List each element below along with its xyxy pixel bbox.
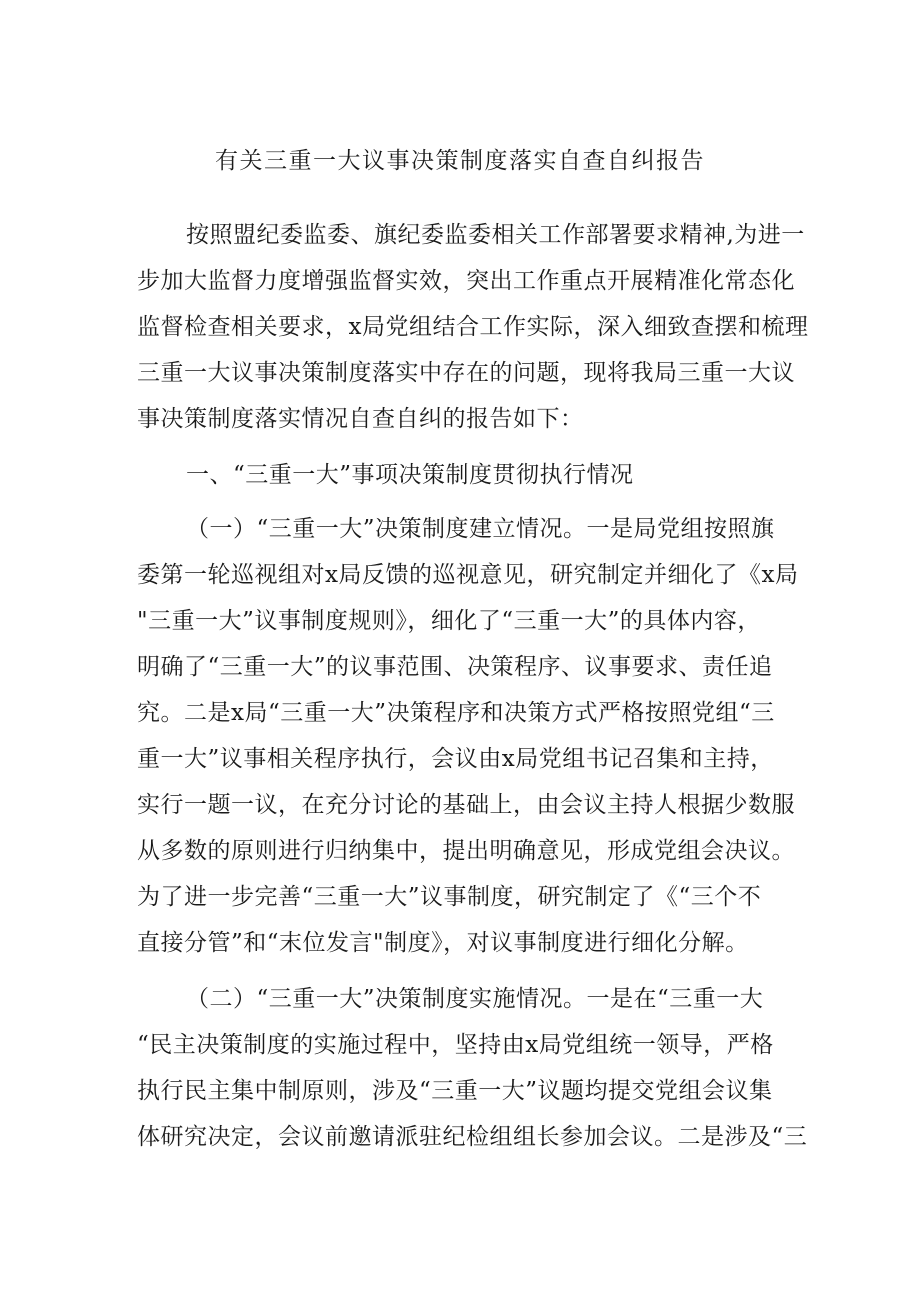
sub2-line-2: “民主决策制度的实施过程中，坚持由x局党组统一领导，严格 xyxy=(137,1032,774,1058)
sub1-line-3: "三重一大”议事制度规则》，细化了“三重一大”的具体内容， xyxy=(137,608,761,634)
sub1-line-6: 重一大”议事相关程序执行，会议由x局党组书记召集和主持， xyxy=(137,746,774,772)
intro-line-1: 按照盟纪委监委、旗纪委监委相关工作部署要求精神,为进一 xyxy=(186,222,805,248)
sub1-line-9: 为了进一步完善“三重一大”议事制度，研究制定了《“三个不 xyxy=(137,884,762,910)
sub1-line-4: 明确了“三重一大”的议事范围、决策程序、议事要求、责任追 xyxy=(137,654,773,680)
sub1-line-2: 委第一轮巡视组对x局反馈的巡视意见，研究制定并细化了《x局 xyxy=(137,562,799,588)
sub1-line-10: 直接分管”和“末位发言"制度》，对议事制度进行细化分解。 xyxy=(137,930,749,956)
sub1-line-7: 实行一题一议，在充分讨论的基础上，由会议主持人根据少数服 xyxy=(137,792,795,818)
document-title: 有关三重一大议事决策制度落实自查自纠报告 xyxy=(215,148,705,174)
sub2-line-1: （二）“三重一大”决策制度实施情况。一是在“三重一大 xyxy=(186,986,764,1012)
sub1-line-8: 从多数的原则进行归纳集中，提出明确意见，形成党组会决议。 xyxy=(137,838,795,864)
intro-line-2: 步加大监督力度增强监督实效，突出工作重点开展精准化常态化 xyxy=(137,268,795,294)
sub2-line-3: 执行民主集中制原则，涉及“三重一大”议题均提交党组会议集 xyxy=(137,1078,773,1104)
intro-line-3: 监督检查相关要求，x局党组结合工作实际，深入细致查摆和梳理 xyxy=(137,314,809,340)
section-heading: 一、“三重一大”事项决策制度贯彻执行情况 xyxy=(186,462,634,488)
intro-line-4: 三重一大议事决策制度落实中存在的问题，现将我局三重一大议 xyxy=(137,360,795,386)
sub1-line-1: （一）“三重一大”决策制度建立情况。一是局党组按照旗 xyxy=(186,516,775,542)
sub2-line-4: 体研究决定，会议前邀请派驻纪检组组长参加会议。二是涉及“三 xyxy=(137,1124,808,1150)
intro-line-5: 事决策制度落实情况自查自纠的报告如下： xyxy=(137,406,584,432)
sub1-line-5: 究。二是x局“三重一大”决策程序和决策方式严格按照党组“三 xyxy=(137,700,775,726)
